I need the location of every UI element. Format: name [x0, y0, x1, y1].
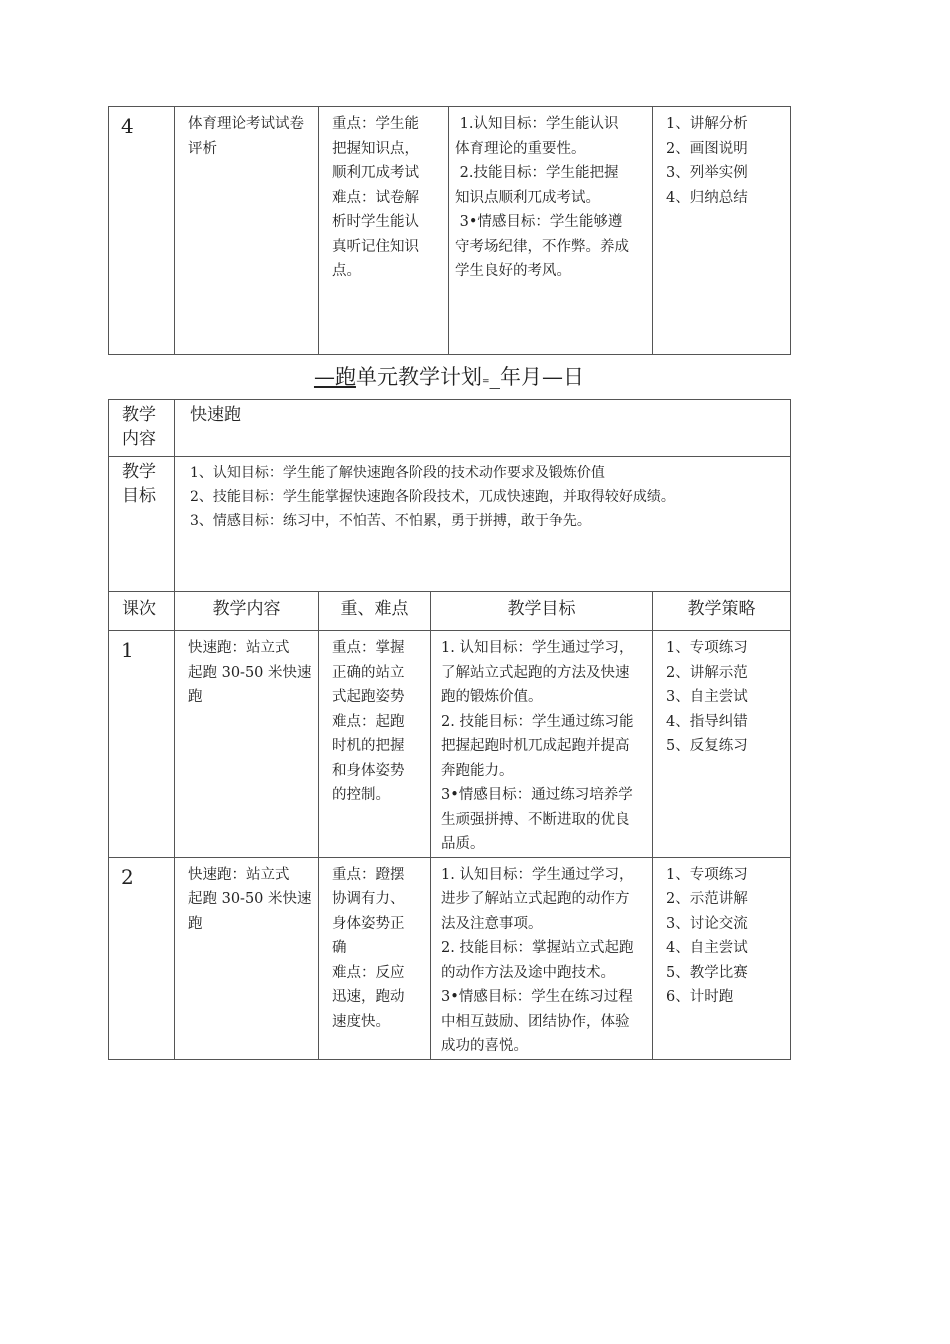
title-prefix: —跑: [313, 365, 356, 389]
goals-label: 教学 目标: [109, 457, 175, 592]
lesson-number: 1: [109, 631, 175, 858]
text-line: 正确的站立: [332, 664, 405, 681]
title-main: 单元教学计划: [355, 365, 482, 389]
text-line: 快速跑：站立式: [188, 640, 290, 656]
text-line: 1、专项练习: [666, 866, 748, 883]
header-content: 教学内容: [175, 592, 319, 631]
teaching-goals: [431, 631, 653, 858]
text-line: 难点：反应: [332, 964, 405, 981]
lesson-content-text: 体育理论考试试卷评析: [188, 116, 304, 157]
text-line: 2、讲解示范: [666, 664, 748, 681]
text-line: 守考场纪律，不作弊。养成: [455, 238, 629, 255]
title-small: =: [481, 377, 490, 387]
text-line: 3•情感目标：学生在练习过程: [441, 989, 633, 1005]
key-points: [319, 107, 449, 355]
content-value: 快速跑: [175, 400, 791, 457]
lesson-number: 2: [109, 857, 175, 1059]
text-line: 4、指导纠错: [666, 713, 748, 730]
text-line: 1. 认知目标：学生通过学习，: [441, 866, 634, 883]
header-row: [109, 592, 791, 631]
text-line: 5、教学比赛: [666, 964, 748, 981]
text-line: 跑的锻炼价值。: [441, 689, 543, 705]
header-key-points: 重、难点: [319, 592, 431, 631]
text-line: 法及注意事项。: [441, 915, 543, 932]
text-line: 了解站立式起跑的方法及快速: [441, 664, 630, 681]
text-line: 3•情感目标：学生能够遵: [455, 214, 623, 230]
key-points: [319, 631, 431, 858]
key-points: [319, 857, 431, 1059]
text-line: 3、情感目标：练习中，不怕苦、不怕累，勇于拼搏，敢于争先。: [190, 513, 591, 529]
text-line: 2、画图说明: [666, 140, 748, 157]
text-line: 奔跑能力。: [441, 762, 514, 779]
text-line: 品质。: [441, 836, 485, 852]
text-line: 跑: [188, 915, 203, 932]
text-line: 4、归纳总结: [666, 189, 748, 206]
text-line: 难点：起跑: [332, 713, 405, 730]
text-line: 和身体姿势: [332, 762, 405, 779]
header-goals: 教学目标: [431, 592, 653, 631]
text-line: 重点：蹬摆: [332, 866, 405, 883]
text-line: 学生良好的考风。: [455, 263, 571, 279]
text-line: 2.技能目标：学生能把握: [455, 165, 619, 181]
text-line: 把握知识点，: [332, 140, 419, 157]
table-row: [109, 631, 791, 858]
teaching-goals: [431, 857, 653, 1059]
text-line: 知识点顺利兀成考试。: [455, 189, 600, 206]
unit-plan-table: [108, 399, 791, 1060]
text-line: 3•情感目标：通过练习培养学: [441, 787, 633, 803]
text-line: 进步了解站立式起跑的动作方: [441, 891, 630, 907]
table-row: [109, 107, 791, 355]
lesson-content: [175, 857, 319, 1059]
lesson-content: [175, 107, 319, 355]
text-line: 3、自主尝试: [666, 689, 748, 705]
text-line: 1.认知目标：学生能认识: [455, 116, 619, 132]
text-line: 跑: [188, 689, 203, 705]
text-line: 起跑 30-50 米快速: [188, 891, 312, 907]
text-line: 点。: [332, 263, 361, 279]
teaching-strategies: [653, 107, 791, 355]
lesson-number: 4: [109, 107, 175, 355]
text-line: 2. 技能目标：学生通过练习能: [441, 713, 634, 730]
text-line: 2. 技能目标：掌握站立式起跑: [441, 940, 634, 956]
text-line: 式起跑姿势: [332, 689, 405, 705]
text-line: 顺利兀成考试: [332, 165, 419, 181]
text-line: 5、反复练习: [666, 738, 748, 754]
text-line: 生顽强拼搏、不断进取的优良: [441, 811, 630, 828]
text-line: 1. 认知目标：学生通过学习，: [441, 640, 634, 656]
text-line: 成功的喜悦。: [441, 1038, 528, 1054]
teaching-strategies: [653, 857, 791, 1059]
text-line: 3、讨论交流: [666, 915, 748, 932]
lesson-content: [175, 631, 319, 858]
header-strategies: 教学策略: [653, 592, 791, 631]
text-line: 的动作方法及途中跑技术。: [441, 964, 615, 981]
text-line: 3、列举实例: [666, 165, 748, 181]
unit-plan-title: [0, 362, 898, 397]
teaching-strategies: [653, 631, 791, 858]
unit-goals: [175, 457, 791, 592]
teaching-goals: [449, 107, 653, 355]
text-line: 确: [332, 940, 347, 956]
text-line: 迅速，跑动: [332, 989, 405, 1005]
header-lesson: 课次: [109, 592, 175, 631]
text-line: 把握起跑时机兀成起跑并提高: [441, 738, 630, 754]
text-line: 的控制。: [332, 787, 390, 803]
text-line: 2、技能目标：学生能掌握快速跑各阶段技术，兀成快速跑，并取得较好成绩。: [190, 489, 675, 505]
text-line: 析时学生能认: [332, 214, 419, 230]
goals-row: [109, 457, 791, 592]
lesson-4-table: [108, 106, 791, 355]
text-line: 重点：学生能: [332, 116, 419, 132]
text-line: 4、自主尝试: [666, 940, 748, 956]
text-line: 体育理论的重要性。: [455, 140, 586, 157]
text-line: 1、认知目标：学生能了解快速跑各阶段的技术动作要求及锻炼价值: [190, 465, 605, 481]
text-line: 快速跑：站立式: [188, 866, 290, 883]
title-suffix: _年月—日: [489, 365, 585, 389]
text-line: 1、讲解分析: [666, 116, 748, 132]
text-line: 真听记住知识: [332, 238, 419, 255]
text-line: 协调有力、: [332, 891, 405, 907]
content-row: [109, 400, 791, 457]
text-line: 速度快。: [332, 1013, 390, 1030]
text-line: 6、计时跑: [666, 989, 734, 1005]
table-row: [109, 857, 791, 1059]
content-label: 教学 内容: [109, 400, 175, 457]
text-line: 中相互鼓励、团结协作，体验: [441, 1013, 630, 1030]
text-line: 难点：试卷解: [332, 189, 419, 206]
text-line: 身体姿势正: [332, 915, 405, 932]
text-line: 1、专项练习: [666, 640, 748, 656]
text-line: 时机的把握: [332, 738, 405, 754]
text-line: 2、示范讲解: [666, 891, 748, 907]
text-line: 重点：掌握: [332, 640, 405, 656]
text-line: 起跑 30-50 米快速: [188, 664, 312, 681]
